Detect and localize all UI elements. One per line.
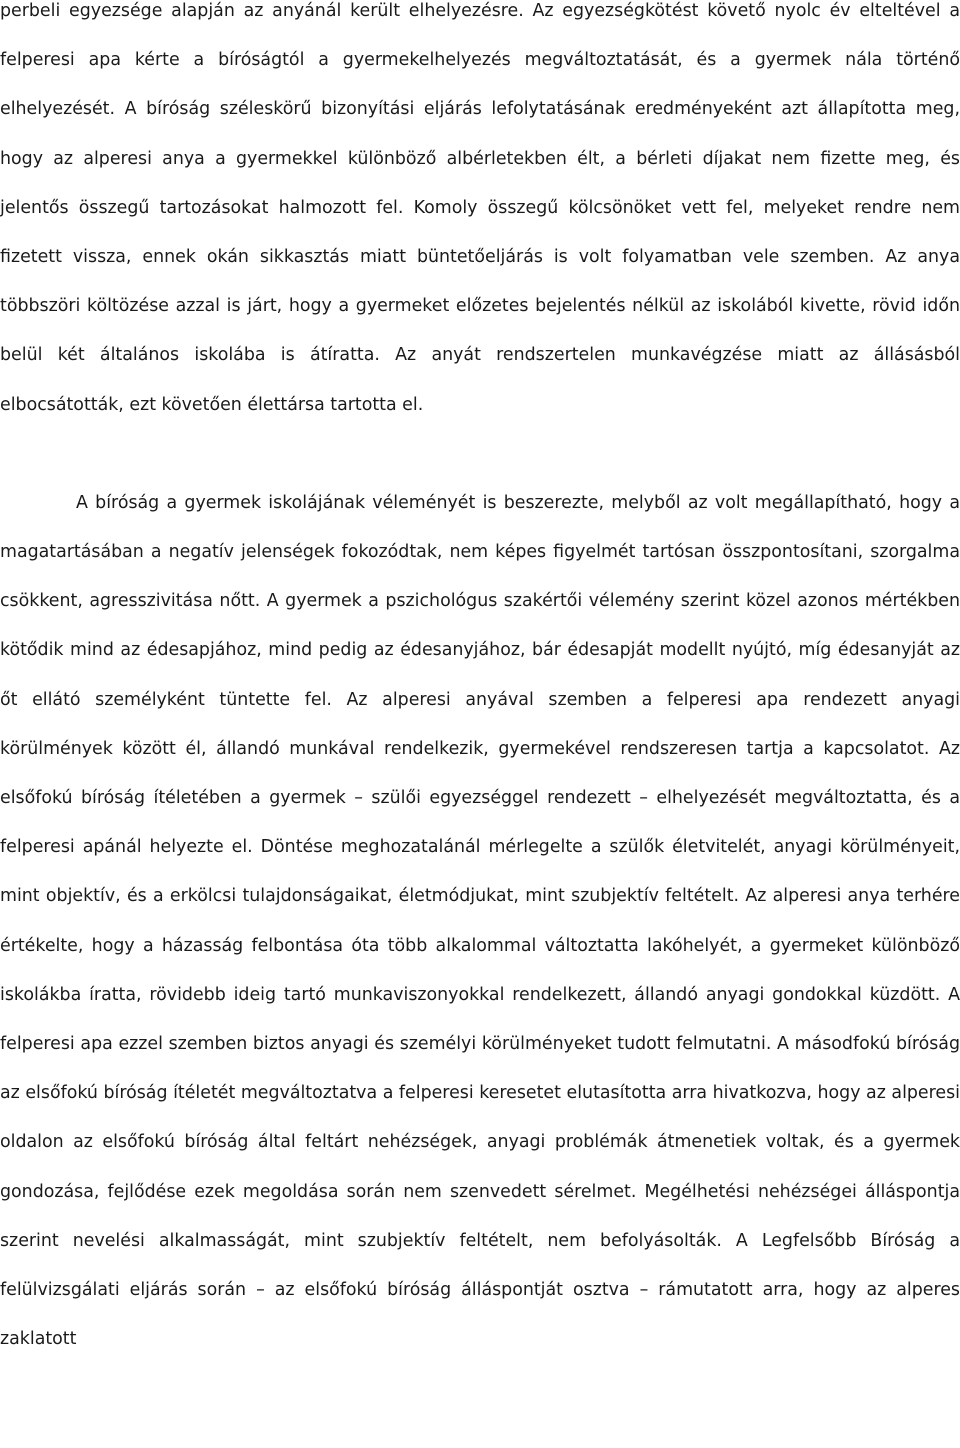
paragraph-2: A bíróság a gyermek iskolájának véleményét is beszerezte, melyből az volt megállapítható, hogy a magatartásában a negatív jelenségek fokozódtak, nem képes figyelmét tartósan összpontosítani, szorgalma csökkent, agresszivitása nőtt. A gyermek a pszichológus szakértői vélemény szerint közel azonos mértékben kötődik mind az édesapjához, mind pedig az édesanyjához, bár édesapját modellt nyújtó, míg édesanyját az őt ellátó személyként tüntette fel. Az alperesi anyával szemben a felperesi apa rendezett anyagi körülmények között él, állandó munkával rendelkezik, gyermekével rendszeresen tartja a kapcsolatot. Az elsőfokú bíróság ítéletében a gyermek – szülői egyezséggel rendezett – elhelyezését megváltoztatta, és a felperesi apánál helyezte el. Döntése meghozatalánál mérlegelte a szülők életvitelét, anyagi körülményeit, mint objektív, és a erkölcsi tulajdonságaikat, életmódjukat, mint szubjektív feltételt. Az alperesi anya terhére értékelte, hogy a házasság felbontása óta több alkalommal változtatta lakóhelyét, a gyermeket különböző iskolákba íratta, rövidebb ideig tartó munkaviszonyokkal rendelkezett, állandó anyagi gondokkal küzdött. A felperesi apa ezzel szemben biztos anyagi és személyi körülményeket tudott felmutatni. A másodfokú bíróság az elsőfokú bíróság ítéletét megváltoztatva a felperesi keresetet elutasította arra hivatkozva, hogy az alperesi oldalon az elsőfokú bíróság által feltárt nehézségek, anyagi problémák átmenetiek voltak, és a gyermek gondozása, fejlődése ezek megoldása során nem szenvedett sérelmet. Megélhetési nehézségei álláspontja szerint nevelési alkalmasságát, mint szubjektív feltételt, nem befolyásolták. A Legfelsőbb Bíróság a felülvizsgálati eljárás során – az elsőfokú bíróság álláspontját osztva – rámutatott arra, hogy az alperes zaklatott xyxy=(0,492,960,1350)
paragraph-1: perbeli egyezsége alapján az anyánál került elhelyezésre. Az egyezségkötést követő nyolc év elteltével a felperesi apa kérte a bíróságtól a gyermekelhelyezés megváltoztatását, és a gyermek nála történő elhelyezését. A bíróság széleskörű bizonyítási eljárás lefolytatásának eredményeként azt állapította meg, hogy az alperesi anya a gyermekkel különböző albérletekben élt, a bérleti díjakat nem fizette meg, és jelentős összegű tartozásokat halmozott fel. Komoly összegű kölcsönöket vett fel, melyeket rendre nem fizetett vissza, ennek okán sikkasztás miatt büntetőeljárás is volt folyamatban vele szemben. Az anya többszöri költözése azzal is járt, hogy a gyermeket előzetes bejelentés nélkül az iskolából kivette, rövid időn belül két általános iskolába is átíratta. Az anyát rendszertelen munkavégzése miatt az állásásból elbocsátották, ezt követően élettársa tartotta el. xyxy=(0,1,960,415)
